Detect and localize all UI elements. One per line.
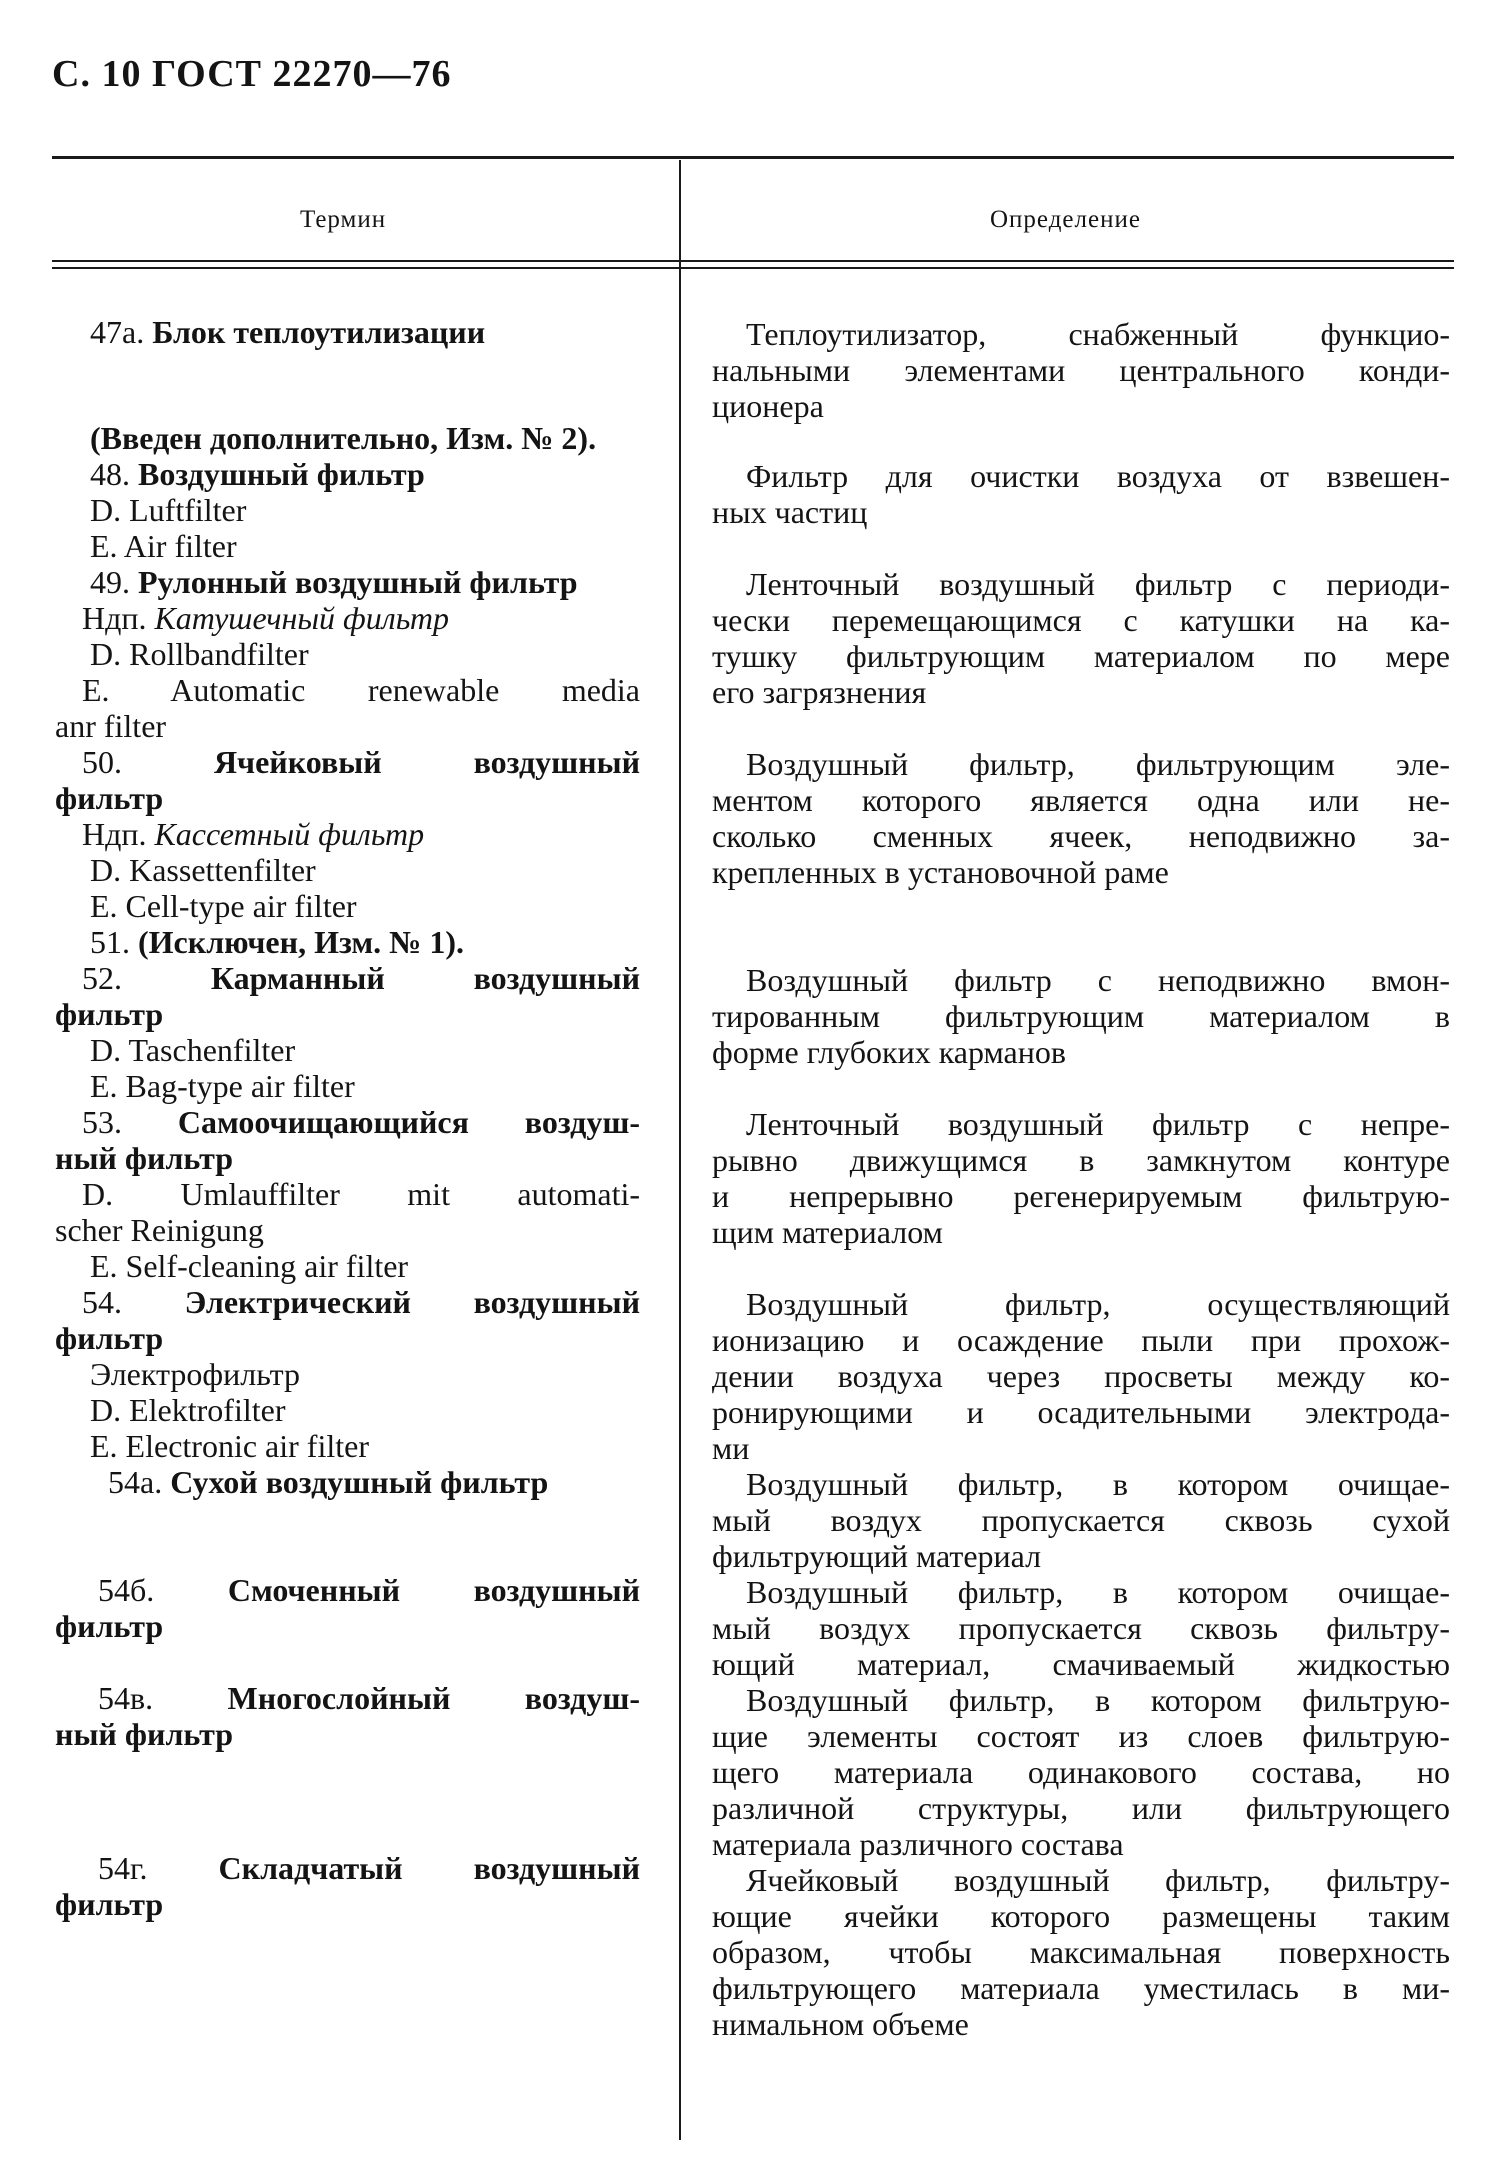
term-50 (82, 744, 640, 780)
term-52-line-2 (55, 996, 163, 1032)
term-49 (90, 564, 578, 600)
definition-54v-line-4: различной структуры, или фильтрующего (712, 1790, 1450, 1826)
definition-49-line-2: чески перемещающимся с катушки на ка- (712, 602, 1450, 638)
term-52-german: D. Taschenfilter (90, 1032, 296, 1068)
definition-53-line-4: щим материалом (712, 1214, 943, 1250)
definition-54a-line-2: мый воздух пропускается сквозь сухой (712, 1502, 1450, 1538)
term-number: 53. (82, 1104, 122, 1140)
term-number: 52. (82, 960, 122, 996)
definition-49-line-3: тушку фильтрующим материалом по мере (712, 638, 1450, 674)
definition-54a-line-3: фильтрующий материал (712, 1538, 1042, 1574)
term-name: Воздушный фильтр (138, 456, 425, 492)
term-48 (90, 456, 425, 492)
term-number: 54б. (98, 1572, 155, 1608)
definition-52-line-1: Воздушный фильтр с неподвижно вмон- (746, 962, 1450, 998)
definition-54-line-1: Воздушный фильтр, осуществляющий (746, 1286, 1450, 1322)
definition-53-line-1: Ленточный воздушный фильтр с непре- (746, 1106, 1450, 1142)
term-name-line-1: Самоочищающийся воздуш- (177, 1104, 640, 1140)
term-53-german-line-1: D. Umlauffilter mit automati- (82, 1176, 640, 1212)
definition-50-line-2: ментом которого является одна или не- (712, 782, 1450, 818)
term-name-line-1: Карманный воздушный (210, 960, 640, 996)
term-53-german-line-2: scher Reinigung (55, 1212, 264, 1248)
definition-54v-line-5: материала различного состава (712, 1826, 1124, 1862)
term-name-line-1: Ячейковый воздушный (213, 744, 640, 780)
definition-50-line-4: крепленных в установочной раме (712, 854, 1169, 890)
term-50-line-2 (55, 780, 163, 816)
term-name-line-2: фильтр (55, 996, 164, 1032)
column-heading-term: Термин (300, 206, 387, 233)
term-49-german: D. Rollbandfilter (90, 636, 309, 672)
term-name-line-2: фильтр (55, 1320, 164, 1356)
definition-53-line-2: рывно движущимся в замкнутом контуре (712, 1142, 1450, 1178)
term-53 (82, 1104, 640, 1140)
term-name: (Исключен, Изм. № 1). (138, 924, 464, 960)
term-47a (90, 314, 485, 350)
definition-54-line-4: ронирующими и осадительными электрода- (712, 1394, 1450, 1430)
definition-50-line-1: Воздушный фильтр, фильтрующим эле- (746, 746, 1450, 782)
term-number: 54а. (108, 1464, 163, 1500)
definition-54g-line-3: образом, чтобы максимальная поверхность (712, 1934, 1450, 1970)
definition-54b-line-2: мый воздух пропускается сквозь фильтру- (712, 1610, 1450, 1646)
definition-48-line-2: ных частиц (712, 494, 868, 530)
term-54b-line-2 (55, 1608, 163, 1644)
term-48-english: E. Air filter (90, 528, 237, 564)
term-54-english: E. Electronic air filter (90, 1428, 369, 1464)
term-52-english: E. Bag-type air filter (90, 1068, 355, 1104)
term-49-english-line-2: anr filter (55, 708, 167, 744)
definition-54b-line-1: Воздушный фильтр, в котором очищае- (746, 1574, 1450, 1610)
term-48-german: D. Luftfilter (90, 492, 247, 528)
term-name-line-2: фильтр (55, 1608, 164, 1644)
definition-54g-line-5: нимальном объеме (712, 2006, 969, 2042)
table-top-rule (52, 156, 1454, 159)
definition-47a-line-1: Теплоутилизатор, снабженный функцио- (746, 316, 1450, 352)
term-name-line-1: Многослойный воздуш- (227, 1680, 641, 1716)
definition-54-line-2: ионизацию и осаждение пыли при прохож- (712, 1322, 1450, 1358)
ndp-label: Ндп. (82, 816, 147, 852)
term-52 (82, 960, 640, 996)
definition-54g-line-2: ющие ячейки которого размещены таким (712, 1898, 1450, 1934)
definition-54g-line-4: фильтрующего материала уместилась в ми- (712, 1970, 1450, 2006)
definition-48-line-1: Фильтр для очистки воздуха от взвешен- (746, 458, 1450, 494)
term-name-line-1: Складчатый воздушный (218, 1850, 640, 1886)
term-name-line-2: фильтр (55, 1886, 164, 1922)
term-number: 54. (82, 1284, 122, 1320)
term-number: 50. (82, 744, 122, 780)
term-number: 47а. (90, 314, 145, 350)
term-54g (98, 1850, 640, 1886)
term-53-line-2 (55, 1140, 233, 1176)
term-54-german: D. Elektrofilter (90, 1392, 286, 1428)
term-53-english: E. Self-cleaning air filter (90, 1248, 409, 1284)
term-name-line-2: фильтр (55, 780, 164, 816)
definition-49-line-4: его загрязнения (712, 674, 927, 710)
definition-49-line-1: Ленточный воздушный фильтр с периоди- (746, 566, 1450, 602)
term-50-german: D. Kassettenfilter (90, 852, 316, 888)
term-54 (82, 1284, 640, 1320)
term-number: 54г. (98, 1850, 148, 1886)
definition-54v-line-1: Воздушный фильтр, в котором фильтрую- (746, 1682, 1450, 1718)
term-name-line-1: Смоченный воздушный (227, 1572, 641, 1608)
definition-53-line-3: и непрерывно регенерируемым фильтрую- (712, 1178, 1450, 1214)
term-54v-line-2 (55, 1716, 233, 1752)
term-54b (98, 1572, 640, 1608)
note-text: (Введен дополнительно, Изм. № 2). (90, 420, 597, 456)
ndp-term: Кассетный фильтр (154, 816, 425, 852)
definition-54v-line-2: щие элементы состоят из слоев фильтрую- (712, 1718, 1450, 1754)
term-51 (90, 924, 464, 960)
term-54g-line-2 (55, 1886, 163, 1922)
term-number: 51. (90, 924, 130, 960)
term-49-english-line-1: E. Automatic renewable media (82, 672, 640, 708)
definition-52-line-2: тированным фильтрующим материалом в (712, 998, 1450, 1034)
term-name: Блок теплоутилизации (152, 314, 486, 350)
table-head-rule-2 (52, 267, 1454, 269)
definition-54a-line-1: Воздушный фильтр, в котором очищае- (746, 1466, 1450, 1502)
amendment-note (90, 420, 596, 456)
term-number: 54в. (98, 1680, 154, 1716)
definition-52-line-3: форме глубоких карманов (712, 1034, 1066, 1070)
term-name-line-2: ный фильтр (55, 1716, 233, 1752)
column-heading-definition: Определение (990, 206, 1141, 233)
term-number: 48. (90, 456, 130, 492)
table-head-rule-1 (52, 260, 1454, 262)
term-number: 49. (90, 564, 130, 600)
ndp-label: Ндп. (82, 600, 147, 636)
term-name-line-1: Электрический воздушный (184, 1284, 640, 1320)
ndp-term: Катушечный фильтр (154, 600, 449, 636)
definition-54-line-5: ми (712, 1430, 750, 1466)
page-header: С. 10 ГОСТ 22270—76 (52, 53, 452, 95)
term-name: Сухой воздушный фильтр (170, 1464, 549, 1500)
definition-47a-line-2: нальными элементами центрального конди- (712, 352, 1450, 388)
column-divider-lower (679, 468, 681, 2140)
term-name: Рулонный воздушный фильтр (138, 564, 578, 600)
definition-54-line-3: дении воздуха через просветы между ко- (712, 1358, 1450, 1394)
definition-54g-line-1: Ячейковый воздушный фильтр, фильтру- (746, 1862, 1450, 1898)
term-50-english: E. Cell-type air filter (90, 888, 357, 924)
term-54a (108, 1464, 548, 1500)
term-54-synonym: Электрофильтр (90, 1356, 300, 1392)
definition-47a-line-3: ционера (712, 388, 824, 424)
term-54-line-2 (55, 1320, 163, 1356)
term-name-line-2: ный фильтр (55, 1140, 233, 1176)
definition-54b-line-3: ющий материал, смачиваемый жидкостью (712, 1646, 1450, 1682)
term-50-not-allowed (82, 816, 424, 852)
definition-50-line-3: сколько сменных ячеек, неподвижно за- (712, 818, 1450, 854)
term-49-not-allowed (82, 600, 449, 636)
term-54v (98, 1680, 640, 1716)
definition-54v-line-3: щего материала одинакового состава, но (712, 1754, 1450, 1790)
